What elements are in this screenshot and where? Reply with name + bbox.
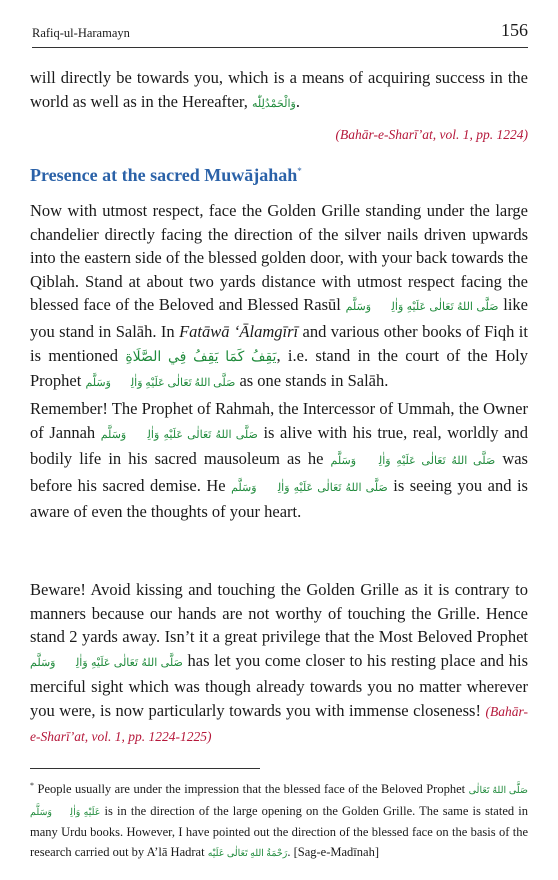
footnote-divider: [30, 768, 260, 769]
para2-text-1: Remember! The Prophet of Rahmah, the Intercessor of Ummah, the Owner of Jannah: [30, 399, 528, 442]
arabic-quote: يَقِفُ كَمَا يَقِفُ فِي الصَّلَاةِ: [125, 349, 277, 365]
paragraph-2: [30, 397, 528, 524]
para3-reference: (Bahār-e-Sharī’at, vol. 1, pp. 1224-1225): [30, 703, 528, 744]
para1-text-2: like you stand in Salāh. In: [30, 295, 528, 341]
intro-end: .: [295, 91, 300, 111]
section-heading: [30, 165, 302, 186]
footnote-text-2: is in the direction of the large opening on the Golden Grille. The same is stated in many Urdu books. However, I have pointed out the direction of the blessed face on the basis of the research carried out by A’lā Hadrat: [30, 803, 528, 859]
fatawa-title: Fatāwā ‘Ālamgīrī: [179, 321, 299, 341]
heading-footnote-mark: *: [297, 166, 302, 176]
page-number: 156: [501, 20, 528, 40]
intro-text: will directly be towards you, which is a means of acquiring success in the world as well as in the Hereafter,: [30, 68, 528, 111]
para1-text-3: and various other books of Fiqh it is mentioned: [30, 321, 528, 365]
footnote-mark: *: [30, 781, 34, 790]
footnote-text-1: People usually are under the impression that the blessed face of the Beloved Prophet: [34, 782, 469, 797]
arabic-alhamdulillah: وَالْحَمْدُلِلّٰه: [252, 97, 296, 110]
salawat: صَلَّى اللهُ تَعَالٰى عَلَيْهِ وَاٰلِهٖ وَسَلَّم: [30, 656, 183, 669]
footnote: [30, 776, 528, 864]
section-heading-text: Presence at the sacred Muwājahah: [30, 165, 298, 185]
salawat: صَلَّى اللهُ تَعَالٰى عَلَيْهِ وَاٰلِهٖ وَسَلَّم: [231, 481, 388, 494]
salawat: صَلَّى اللهُ تَعَالٰى عَلَيْهِ وَاٰلِهٖ وَسَلَّم: [330, 455, 496, 468]
intro-paragraph: [30, 66, 528, 116]
paragraph-1: [30, 199, 528, 396]
paragraph-3: [30, 578, 528, 748]
para2-text-3: was before his sacred demise. He: [30, 449, 528, 495]
salawat: صَلَّى اللهُ تَعَالٰى عَلَيْهِ وَاٰلِهٖ وَسَلَّم: [100, 428, 258, 441]
page-header: [32, 18, 528, 48]
para1-text-5: as one stands in Salāh.: [235, 371, 389, 391]
para3-text-1: Beware! Avoid kissing and touching the Golden Grille as it is contrary to manners because our hands are not worthy of touching the Grille. Hence stand 2 yards away. Isn’t it a great privilege that the Most Beloved Prophet: [30, 580, 528, 647]
footnote-text-3: . [Sag-e-Madīnah]: [287, 844, 379, 859]
salawat: صَلَّى اللهُ تَعَالٰى عَلَيْهِ وَاٰلِهٖ وَسَلَّم: [30, 786, 529, 818]
intro-reference: (Bahār-e-Sharī’at, vol. 1, pp. 1224): [335, 127, 528, 142]
salawat: صَلَّى اللهُ تَعَالٰى عَلَيْهِ وَاٰلِهٖ وَسَلَّم: [85, 377, 236, 390]
para2-text-2: is alive with his true, real, worldly and bodily life in his sacred mausoleum as he: [30, 422, 528, 469]
book-title: Rafiq-ul-Haramayn: [32, 26, 130, 40]
rahmah-invocation: رَحْمَةُ اللهِ تَعَالٰى عَلَيْه: [207, 848, 288, 859]
para2-text-4: is seeing you and is aware of even the thoughts of your heart.: [30, 475, 528, 522]
para1-text-1: Now with utmost respect, face the Golden Grille standing under the large chandelier directly facing the direction of the silver nails driven upwards into the eastern side of the blessed golden door, with your back towards the Qiblah. Stand at about two yards distance with utmost respect facing the blessed face of the Beloved and Blessed Rasūl: [30, 201, 528, 315]
para3-text-2: has let you come closer to his resting place and his merciful sight which was though already towards you no matter wherever you were, is now particularly towards you with immense closeness!: [30, 650, 528, 720]
salawat: صَلَّى اللهُ تَعَالٰى عَلَيْهِ وَاٰلِهٖ وَسَلَّم: [345, 301, 499, 314]
para1-text-4: , i.e. stand in the court of the Holy Prophet: [30, 345, 529, 391]
